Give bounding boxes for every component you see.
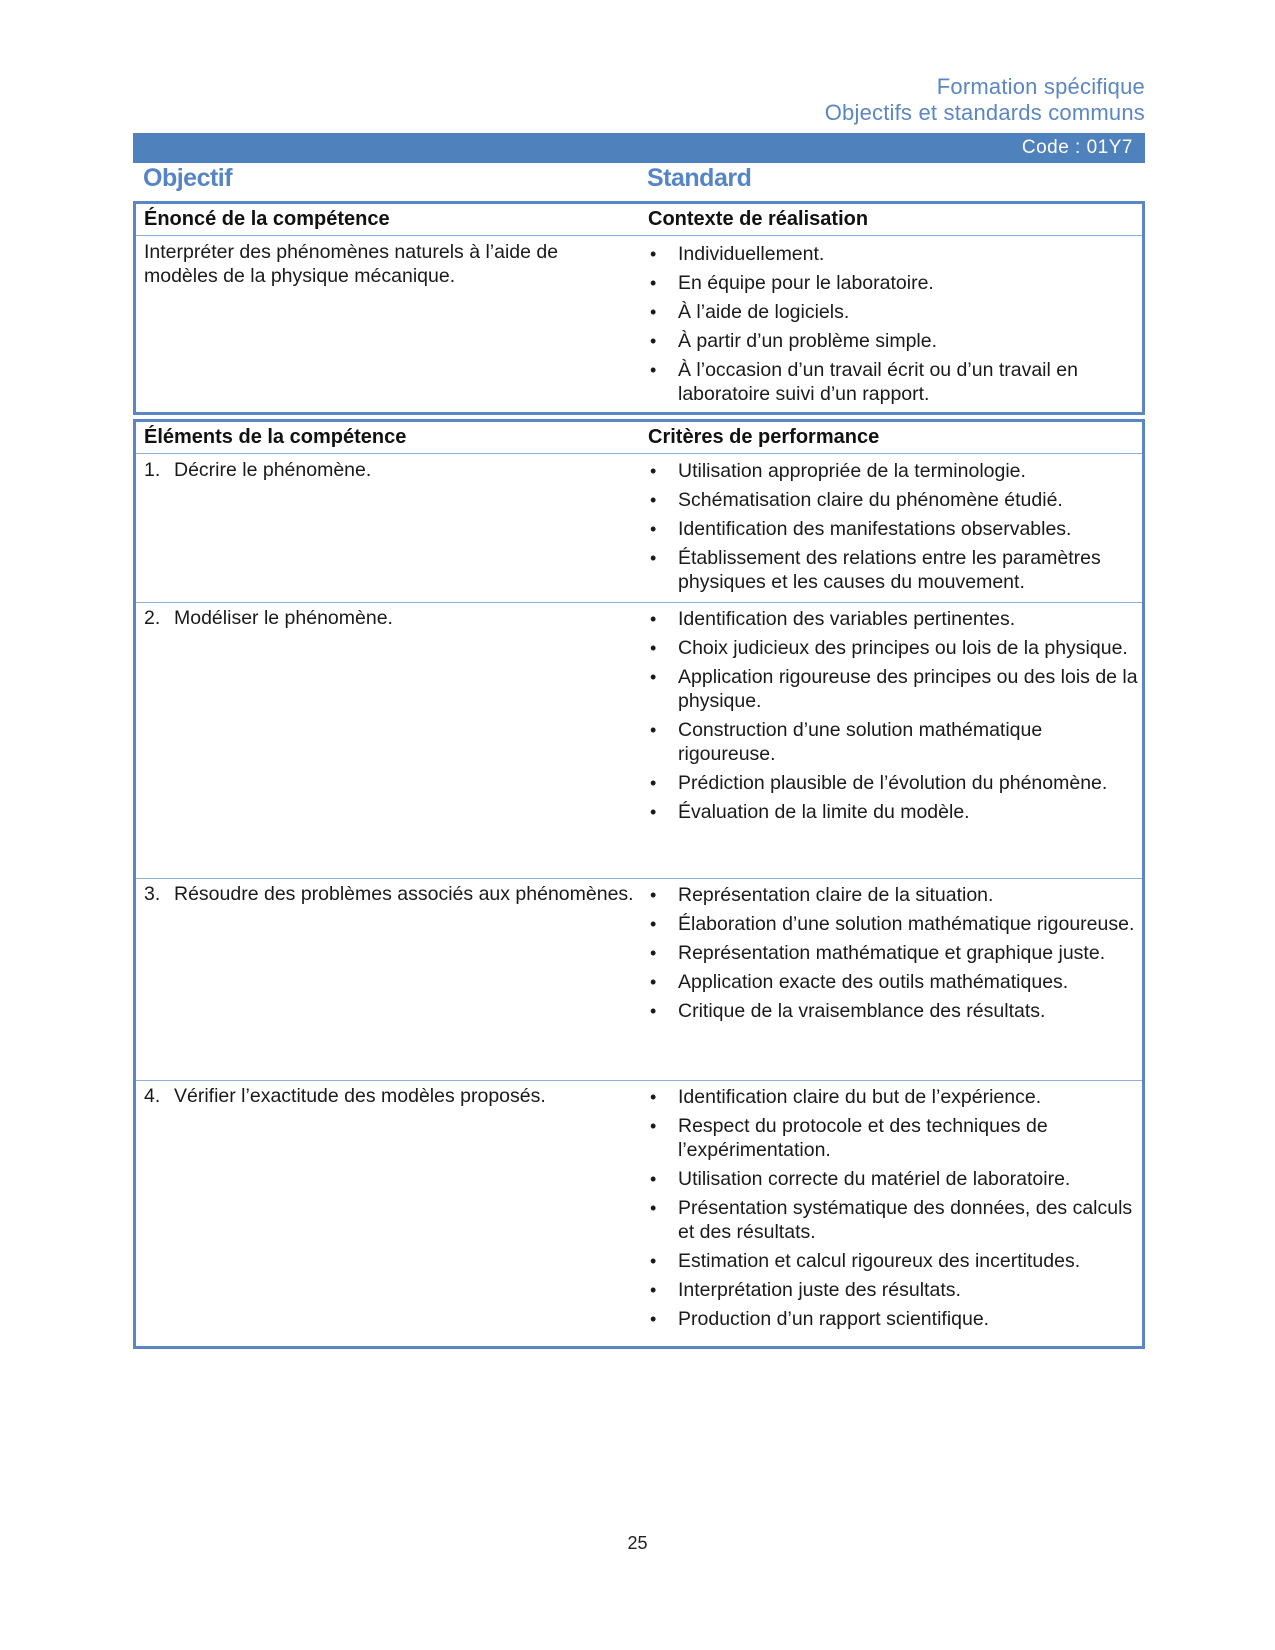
list-item: • Application rigoureuse des principes ou des lois de la physique. [650,666,1138,712]
competence-statement: Interpréter des phénomènes naturels à l’aide de modèles de la physique mécanique. [144,241,559,287]
bullet-icon: • [650,667,657,687]
list-item: • Établissement des relations entre les paramètres physiques et les causes du mouvement. [650,547,1101,593]
list-item: • Individuellement. [650,243,825,265]
section-head-enonce: Énoncé de la compétence [144,208,390,230]
element-text: 4. Vérifier l’exactitude des modèles proposés. [144,1085,546,1107]
criteria-list [648,883,1138,1023]
list-item: • Schématisation claire du phénomène étudié. [650,489,1063,511]
bullet-icon: • [650,360,657,380]
bullet-icon: • [650,1309,657,1329]
element-row-4 [136,1080,1142,1346]
section-header-row [136,204,1142,236]
list-item: • À partir d’un problème simple. [650,330,938,352]
bullet-icon: • [650,1251,657,1271]
list-item: • Application exacte des outils mathématiques. [650,971,1069,993]
bullet-icon: • [650,885,657,905]
list-item: • Identification claire du but de l’expérience. [650,1086,1042,1108]
competence-elements-box [133,419,1145,1349]
element-text: 3. Résoudre des problèmes associés aux phénomènes. [144,883,634,905]
list-item: • Identification des variables pertinentes. [650,608,1016,630]
bullet-icon: • [650,331,657,351]
element-text: 1. Décrire le phénomène. [144,459,372,481]
list-item: • Construction d’une solution mathématique rigoureuse. [650,719,1043,765]
bullet-icon: • [650,1001,657,1021]
column-title-objectif: Objectif [143,164,233,192]
element-row-2 [136,602,1142,878]
bullet-icon: • [650,914,657,934]
element-row-1 [136,455,1142,602]
criteria-list [648,607,1138,824]
section-head-criteres: Critères de performance [648,426,880,448]
bullet-icon: • [650,461,657,481]
list-item: • Prédiction plausible de l’évolution du phénomène. [650,772,1108,794]
bullet-icon: • [650,972,657,992]
bullet-icon: • [650,1280,657,1300]
bullet-icon: • [650,720,657,740]
element-row-3 [136,878,1142,1080]
bullet-icon: • [650,519,657,539]
column-title-standard: Standard [647,164,752,192]
list-item: • À l’aide de logiciels. [650,301,850,323]
list-item: • Estimation et calcul rigoureux des incertitudes. [650,1250,1081,1272]
list-item: • Identification des manifestations observables. [650,518,1072,540]
bullet-icon: • [650,773,657,793]
bullet-icon: • [650,943,657,963]
list-item: • Représentation claire de la situation. [650,884,994,906]
list-item: • Critique de la vraisemblance des résultats. [650,1000,1046,1022]
section-head-contexte: Contexte de réalisation [648,208,869,230]
code-bar [133,133,1145,163]
criteria-list [648,1085,1138,1331]
list-item: • Évaluation de la limite du modèle. [650,801,970,823]
list-item: • Interprétation juste des résultats. [650,1279,961,1301]
competence-statement-box [133,201,1145,415]
list-item: • Utilisation appropriée de la terminologie. [650,460,1026,482]
list-item: • Respect du protocole et des techniques de l’expérimentation. [650,1115,1048,1161]
course-code: Code : 01Y7 [1021,137,1133,158]
bullet-icon: • [650,609,657,629]
list-item: • En équipe pour le laboratoire. [650,272,934,294]
bullet-icon: • [650,1116,657,1136]
bullet-icon: • [650,1169,657,1189]
list-item: • À l’occasion d’un travail écrit ou d’un travail en laboratoire suivi d’un rapport. [650,359,1078,405]
list-item: • Choix judicieux des principes ou lois de la physique. [650,637,1128,659]
bullet-icon: • [650,802,657,822]
section-header-row [136,422,1142,454]
header-line-1: Formation spécifique [936,74,1145,99]
list-item: • Élaboration d’une solution mathématique rigoureuse. [650,913,1135,935]
element-text: 2. Modéliser le phénomène. [144,607,393,629]
bullet-icon: • [650,273,657,293]
bullet-icon: • [650,1087,657,1107]
bullet-icon: • [650,302,657,322]
header-line-2: Objectifs et standards communs [824,100,1145,125]
list-item: • Utilisation correcte du matériel de laboratoire. [650,1168,1071,1190]
bullet-icon: • [650,1198,657,1218]
bullet-icon: • [650,548,657,568]
list-item: • Présentation systématique des données, des calculs et des résultats. [650,1197,1133,1243]
list-item: • Représentation mathématique et graphique juste. [650,942,1106,964]
bullet-icon: • [650,638,657,658]
context-list [648,242,1138,406]
page-number: 25 [627,1533,648,1553]
list-item: • Production d’un rapport scientifique. [650,1308,990,1330]
section-head-elements: Éléments de la compétence [144,426,407,448]
bullet-icon: • [650,244,657,264]
bullet-icon: • [650,490,657,510]
page-header [825,74,1145,126]
criteria-list [648,459,1138,594]
